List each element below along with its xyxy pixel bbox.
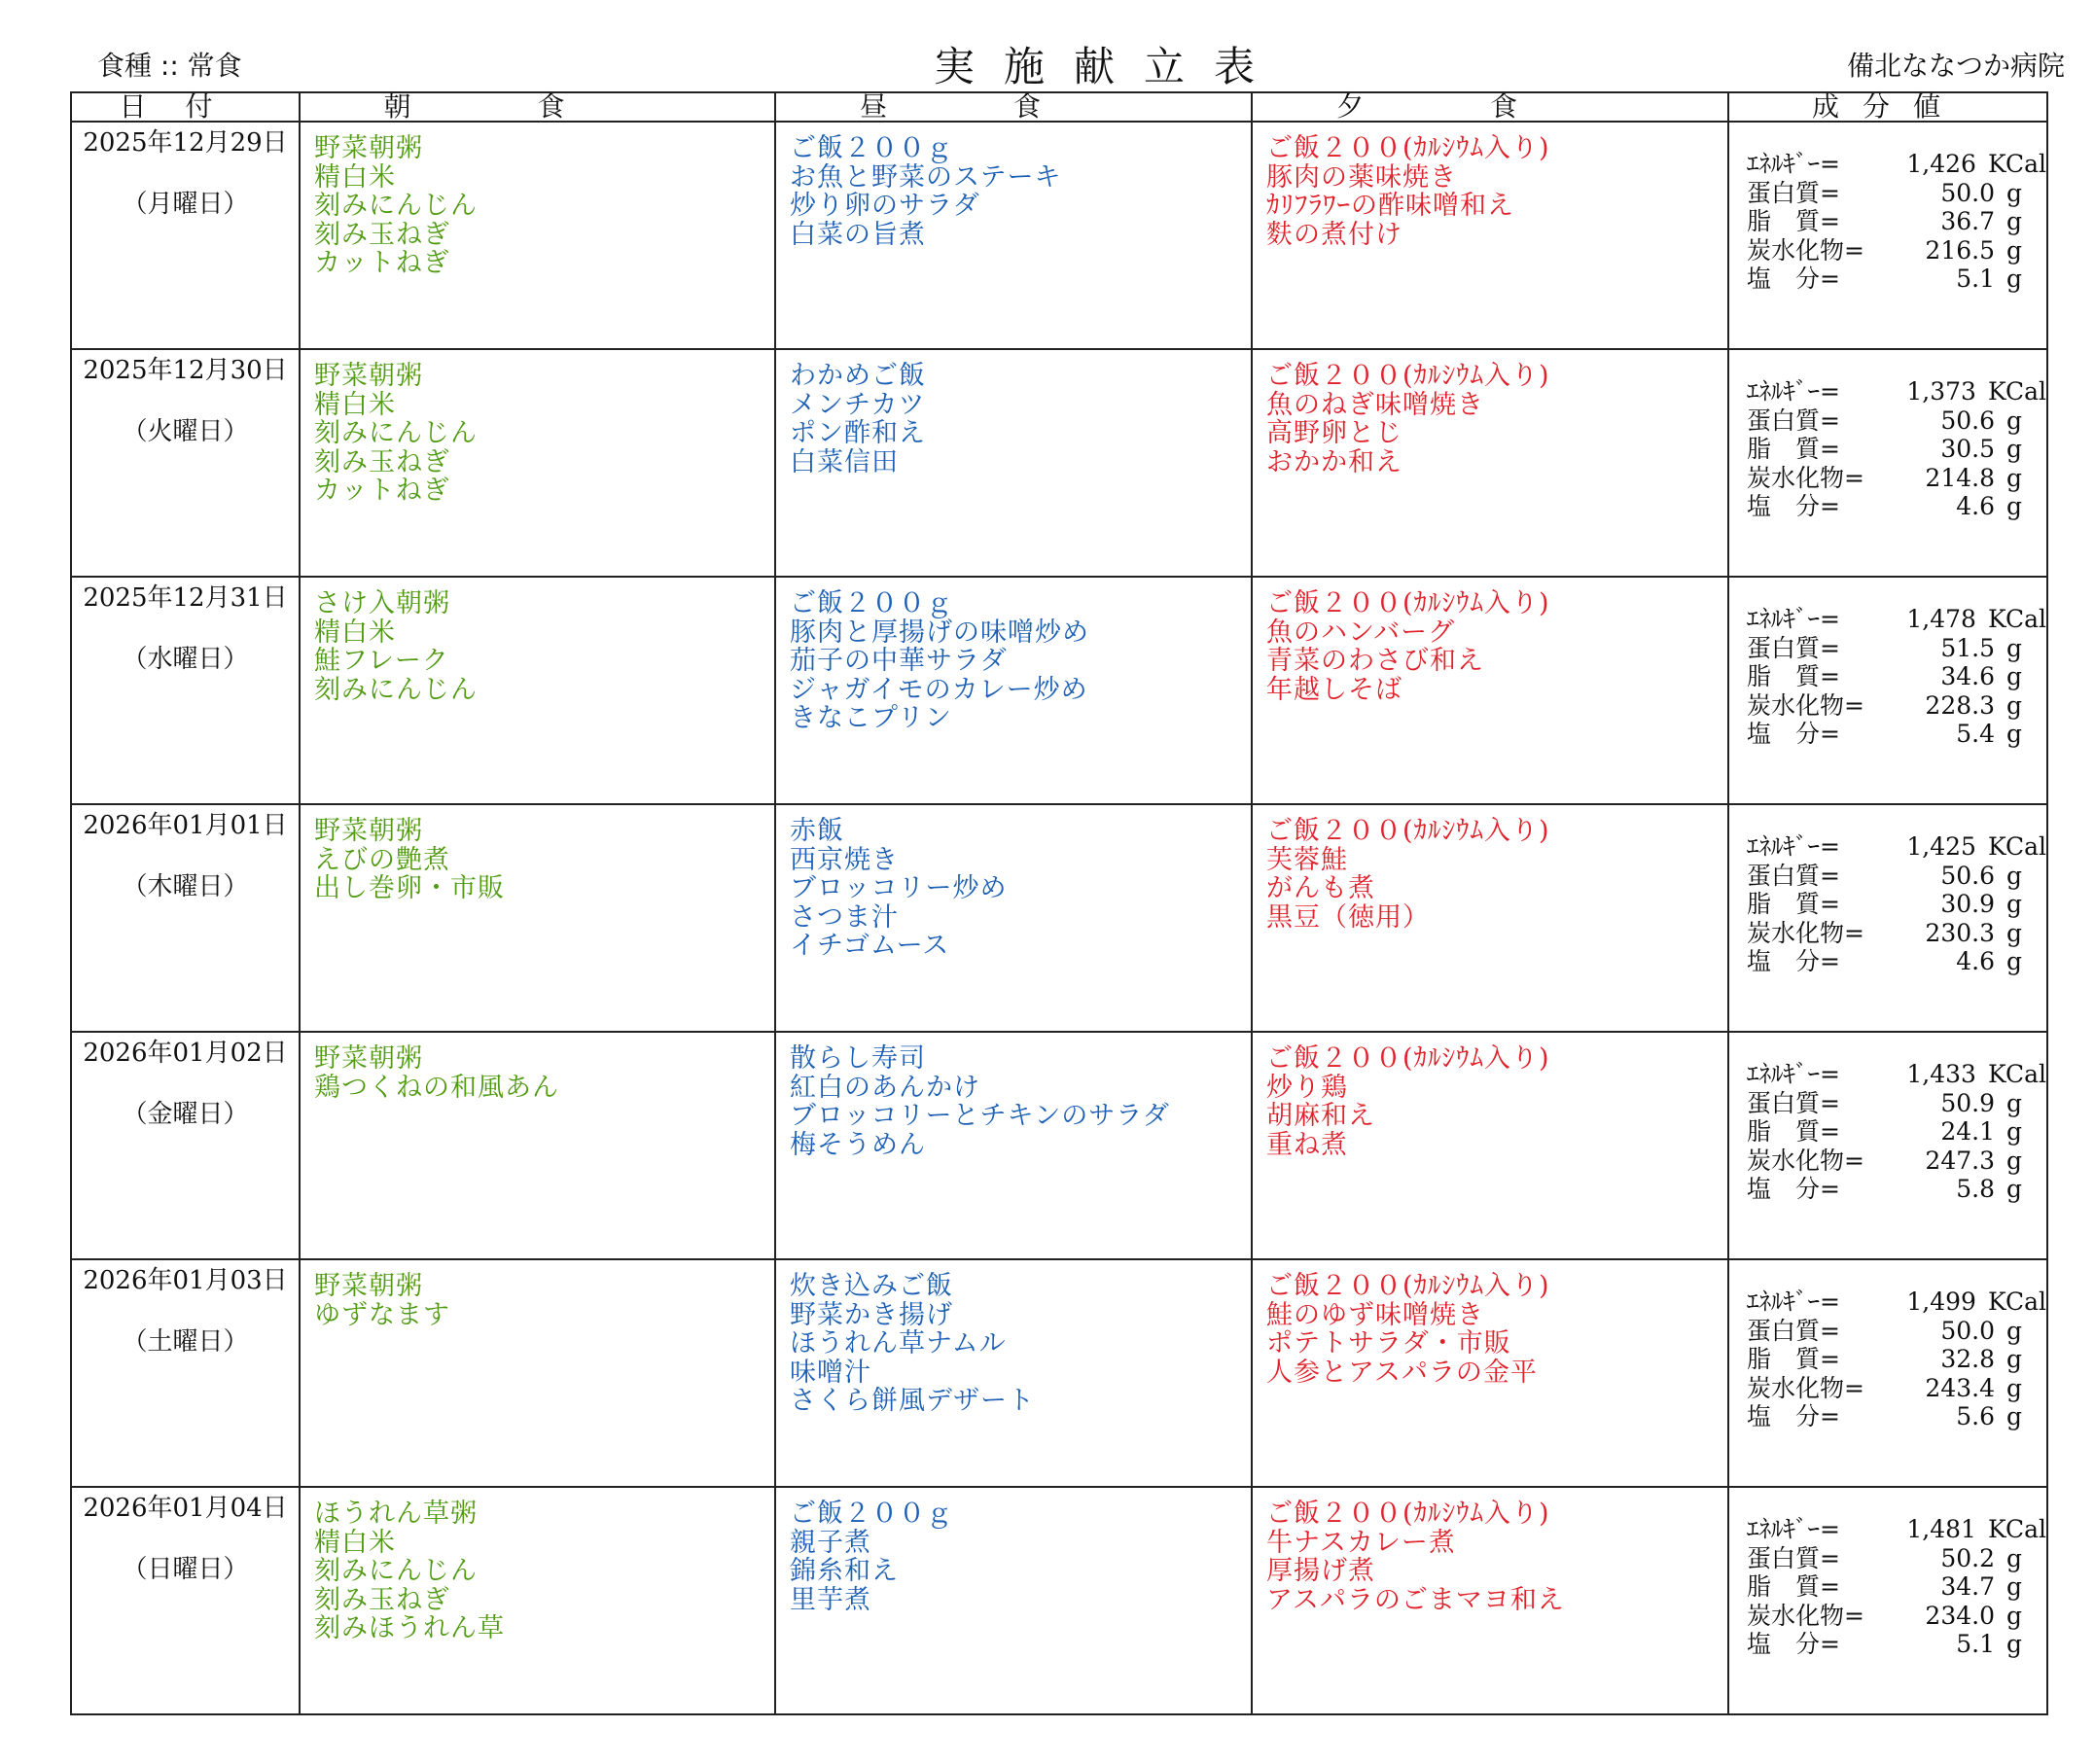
nutrition-value-salt: 5.6 — [1956, 1402, 1995, 1430]
nutrition-label-fat: 脂 質= — [1747, 662, 1840, 690]
nutrition-label-carbs: 炭水化物= — [1747, 1373, 1864, 1402]
dinner-item: 青菜のわさび和え — [1266, 646, 1484, 676]
nutrition-unit-protein: g — [2006, 633, 2023, 662]
nutrition-unit-salt: g — [2006, 1630, 2023, 1658]
nutrition-value-energy: 1,373 — [1906, 377, 1976, 406]
breakfast-cell — [300, 577, 775, 804]
lunch-item: イチゴムース — [790, 931, 950, 961]
breakfast-item: 精白米 — [314, 389, 396, 420]
lunch-item: 紅白のあんかけ — [790, 1072, 980, 1103]
nutrition-cell — [1728, 122, 2047, 349]
table-row — [71, 804, 2047, 1032]
nutrition-label-salt: 塩 分= — [1747, 1175, 1840, 1203]
breakfast-item: ほうれん草粥 — [314, 1499, 478, 1529]
column-header-dinner: 夕食 — [1252, 92, 1728, 122]
nutrition-label-salt: 塩 分= — [1747, 1402, 1840, 1430]
nutrition-value-carbs: 228.3 — [1925, 690, 1995, 720]
nutrition-unit-carbs: g — [2006, 690, 2023, 720]
lunch-item: わかめご飯 — [790, 361, 926, 391]
lunch-item: 豚肉と厚揚げの味噌炒め — [790, 617, 1089, 648]
nutrition-row-energy — [1747, 1060, 2046, 1089]
lunch-item: ポン酢和え — [790, 418, 926, 448]
nutrition-row-carbs — [1747, 236, 2046, 265]
nutrition-value-salt: 5.1 — [1956, 1630, 1995, 1658]
breakfast-item: 刻み玉ねぎ — [314, 1584, 450, 1615]
page-title: 実施献立表 — [934, 43, 1285, 90]
breakfast-cell — [300, 1259, 775, 1487]
nutrition-unit-energy: KCal — [1987, 832, 2046, 861]
nutrition-value-carbs: 230.3 — [1925, 918, 1995, 947]
nutrition-row-carbs — [1747, 1374, 2046, 1403]
breakfast-item: 野菜朝粥 — [314, 1271, 423, 1301]
nutrition-unit-protein: g — [2006, 1088, 2023, 1117]
lunch-item: 梅そうめん — [790, 1129, 926, 1160]
lunch-item: ジャガイモのカレー炒め — [790, 674, 1088, 705]
nutrition-unit-salt: g — [2006, 265, 2023, 293]
nutrition-label-salt: 塩 分= — [1747, 265, 1840, 293]
nutrition-row-carbs — [1747, 691, 2046, 721]
dinner-item: おかか和え — [1266, 446, 1402, 477]
lunch-item: ご飯２００ｇ — [790, 133, 953, 163]
date-text: 2026年01月03日 — [83, 1266, 288, 1295]
dinner-item: 胡麻和え — [1266, 1101, 1375, 1131]
dinner-item: ご飯２００(ｶﾙｼｳﾑ入り) — [1266, 361, 1550, 391]
nutrition-cell — [1728, 1032, 2047, 1259]
date-cell — [71, 1259, 300, 1487]
breakfast-cell — [300, 1487, 775, 1714]
nutrition-row-protein — [1747, 1544, 2046, 1573]
lunch-item: ブロッコリーとチキンのサラダ — [790, 1101, 1170, 1131]
table-row — [71, 1259, 2047, 1487]
nutrition-label-protein: 蛋白質= — [1747, 1543, 1840, 1572]
nutrition-unit-salt: g — [2006, 947, 2023, 975]
dinner-cell — [1252, 1487, 1728, 1714]
nutrition-value-fat: 32.8 — [1940, 1345, 1995, 1373]
dinner-item: 鮭のゆず味噌焼き — [1266, 1299, 1484, 1330]
lunch-item: さつま汁 — [790, 901, 899, 933]
nutrition-label-fat: 脂 質= — [1747, 435, 1840, 463]
nutrition-unit-fat: g — [2006, 435, 2023, 463]
nutrition-unit-energy: KCal — [1987, 150, 2046, 178]
nutrition-label-energy: ｴﾈﾙｷﾞｰ= — [1747, 1288, 1840, 1316]
menu-body — [71, 122, 2047, 1714]
nutrition-row-fat — [1747, 890, 2046, 919]
nutrition-value-energy: 1,433 — [1906, 1060, 1976, 1088]
lunch-item: 散らし寿司 — [790, 1043, 926, 1074]
nutrition-row-fat — [1747, 1345, 2046, 1374]
nutrition-label-salt: 塩 分= — [1747, 720, 1840, 748]
nutrition-value-protein: 50.2 — [1940, 1543, 1995, 1572]
lunch-item: ブロッコリー炒め — [790, 873, 1008, 903]
nutrition-value-protein: 50.9 — [1940, 1088, 1995, 1117]
breakfast-item: 野菜朝粥 — [314, 1043, 423, 1074]
lunch-item: 野菜かき揚げ — [790, 1299, 953, 1330]
dinner-item: ご飯２００(ｶﾙｼｳﾑ入り) — [1266, 1043, 1550, 1074]
nutrition-row-salt — [1747, 1175, 2046, 1204]
date-text: 2026年01月04日 — [83, 1494, 288, 1523]
weekday-text: （月曜日） — [122, 190, 249, 219]
dinner-item: 魚のねぎ味噌焼き — [1266, 389, 1484, 420]
breakfast-item: 精白米 — [314, 1527, 396, 1558]
breakfast-item: 刻みにんじん — [314, 191, 478, 221]
dinner-item: 芙蓉鮭 — [1266, 844, 1348, 875]
column-header-lunch: 昼食 — [775, 92, 1252, 122]
dinner-cell — [1252, 122, 1728, 349]
nutrition-value-salt: 5.8 — [1956, 1175, 1995, 1203]
date-text: 2026年01月01日 — [83, 811, 288, 840]
nutrition-label-carbs: 炭水化物= — [1747, 1146, 1864, 1175]
breakfast-item: 野菜朝粥 — [314, 361, 423, 391]
dinner-item: 年越しそば — [1266, 674, 1402, 705]
dinner-item: 黒豆（徳用） — [1266, 901, 1430, 933]
lunch-item: ご飯２００ｇ — [790, 1499, 953, 1529]
nutrition-value-carbs: 234.0 — [1925, 1601, 1995, 1630]
lunch-item: 炊き込みご飯 — [790, 1271, 953, 1301]
meal-type-label: 食種 :: 常食 — [97, 50, 242, 82]
lunch-item: 親子煮 — [790, 1527, 871, 1558]
lunch-cell — [775, 577, 1252, 804]
dinner-item: 重ね煮 — [1266, 1129, 1348, 1160]
date-text: 2025年12月29日 — [83, 128, 288, 158]
date-text: 2025年12月30日 — [83, 356, 288, 385]
nutrition-unit-protein: g — [2006, 1543, 2023, 1572]
dinner-item: 豚肉の薬味焼き — [1266, 161, 1457, 193]
dinner-item: ご飯２００(ｶﾙｼｳﾑ入り) — [1266, 1499, 1550, 1529]
lunch-item: 白菜の旨煮 — [790, 219, 926, 250]
weekday-text: （金曜日） — [122, 1100, 249, 1129]
table-row — [71, 1487, 2047, 1714]
nutrition-value-fat: 30.5 — [1940, 435, 1995, 463]
lunch-cell — [775, 1259, 1252, 1487]
breakfast-item: 野菜朝粥 — [314, 816, 423, 846]
nutrition-label-carbs: 炭水化物= — [1747, 1601, 1864, 1630]
dinner-cell — [1252, 1032, 1728, 1259]
nutrition-row-carbs — [1747, 1147, 2046, 1176]
nutrition-unit-carbs: g — [2006, 1373, 2023, 1402]
breakfast-cell — [300, 349, 775, 577]
lunch-item: ご飯２００ｇ — [790, 588, 953, 618]
nutrition-unit-protein: g — [2006, 861, 2023, 890]
nutrition-unit-protein: g — [2006, 406, 2023, 435]
nutrition-value-salt: 4.6 — [1956, 492, 1995, 520]
nutrition-value-carbs: 216.5 — [1925, 235, 1995, 265]
nutrition-value-salt: 4.6 — [1956, 947, 1995, 975]
dinner-cell — [1252, 577, 1728, 804]
header-row — [71, 92, 2047, 122]
lunch-item: ほうれん草ナムル — [790, 1328, 1007, 1358]
weekday-text: （土曜日） — [122, 1327, 249, 1357]
lunch-cell — [775, 1032, 1252, 1259]
nutrition-label-carbs: 炭水化物= — [1747, 235, 1864, 265]
nutrition-unit-fat: g — [2006, 1117, 2023, 1146]
nutrition-row-protein — [1747, 634, 2046, 663]
nutrition-label-energy: ｴﾈﾙｷﾞｰ= — [1747, 150, 1840, 178]
dinner-cell — [1252, 349, 1728, 577]
nutrition-label-carbs: 炭水化物= — [1747, 690, 1864, 720]
nutrition-unit-fat: g — [2006, 207, 2023, 235]
lunch-cell — [775, 1487, 1252, 1714]
nutrition-unit-salt: g — [2006, 1175, 2023, 1203]
column-header-date: 日付 — [71, 92, 300, 122]
weekday-text: （日曜日） — [122, 1555, 249, 1584]
nutrition-unit-energy: KCal — [1987, 1060, 2046, 1088]
lunch-item: 赤飯 — [790, 816, 844, 846]
nutrition-row-energy — [1747, 1288, 2046, 1317]
breakfast-item: 出し巻卵・市販 — [314, 873, 505, 903]
nutrition-label-energy: ｴﾈﾙｷﾞｰ= — [1747, 1060, 1840, 1088]
dinner-item: ご飯２００(ｶﾙｼｳﾑ入り) — [1266, 816, 1550, 846]
nutrition-value-protein: 50.6 — [1940, 861, 1995, 890]
dinner-item: 高野卵とじ — [1266, 418, 1402, 448]
nutrition-unit-carbs: g — [2006, 235, 2023, 265]
nutrition-row-fat — [1747, 662, 2046, 691]
nutrition-unit-fat: g — [2006, 1572, 2023, 1601]
date-text: 2025年12月31日 — [83, 583, 288, 613]
breakfast-cell — [300, 122, 775, 349]
nutrition-row-fat — [1747, 1572, 2046, 1602]
nutrition-row-carbs — [1747, 1602, 2046, 1631]
nutrition-cell — [1728, 804, 2047, 1032]
nutrition-label-protein: 蛋白質= — [1747, 406, 1840, 435]
nutrition-unit-carbs: g — [2006, 918, 2023, 947]
nutrition-value-energy: 1,481 — [1906, 1515, 1976, 1543]
breakfast-item: 刻みにんじん — [314, 1556, 478, 1586]
nutrition-unit-protein: g — [2006, 178, 2023, 207]
date-cell — [71, 804, 300, 1032]
breakfast-cell — [300, 1032, 775, 1259]
breakfast-item: 刻み玉ねぎ — [314, 219, 450, 250]
nutrition-value-protein: 51.5 — [1940, 633, 1995, 662]
lunch-item: 茄子の中華サラダ — [790, 646, 1008, 676]
lunch-cell — [775, 804, 1252, 1032]
dinner-item: 麩の煮付け — [1266, 219, 1402, 250]
nutrition-unit-energy: KCal — [1987, 605, 2046, 633]
table-row — [71, 122, 2047, 349]
nutrition-row-protein — [1747, 862, 2046, 891]
weekday-text: （木曜日） — [122, 872, 249, 901]
nutrition-value-carbs: 247.3 — [1925, 1146, 1995, 1175]
nutrition-unit-energy: KCal — [1987, 1515, 2046, 1543]
nutrition-row-salt — [1747, 720, 2046, 749]
breakfast-item: ゆずなます — [314, 1299, 450, 1330]
nutrition-cell — [1728, 1259, 2047, 1487]
breakfast-item: 鮭フレーク — [314, 646, 449, 676]
nutrition-value-carbs: 243.4 — [1925, 1373, 1995, 1402]
nutrition-value-protein: 50.0 — [1940, 178, 1995, 207]
dinner-item: 人参とアスパラの金平 — [1266, 1357, 1538, 1388]
dinner-item: ご飯２００(ｶﾙｼｳﾑ入り) — [1266, 1271, 1550, 1301]
nutrition-row-fat — [1747, 435, 2046, 464]
dinner-item: アスパラのごまマヨ和え — [1266, 1584, 1565, 1615]
nutrition-value-fat: 34.7 — [1940, 1572, 1995, 1601]
table-row — [71, 349, 2047, 577]
nutrition-value-energy: 1,478 — [1906, 605, 1976, 633]
table-row — [71, 577, 2047, 804]
nutrition-row-fat — [1747, 1117, 2046, 1147]
lunch-item: 炒り卵のサラダ — [790, 191, 980, 221]
nutrition-value-energy: 1,425 — [1906, 832, 1976, 861]
breakfast-item: カットねぎ — [314, 476, 450, 506]
lunch-item: 白菜信田 — [790, 446, 899, 477]
nutrition-cell — [1728, 349, 2047, 577]
lunch-item: メンチカツ — [790, 389, 926, 420]
nutrition-row-carbs — [1747, 464, 2046, 493]
nutrition-row-salt — [1747, 947, 2046, 976]
nutrition-value-protein: 50.0 — [1940, 1316, 1995, 1345]
breakfast-item: カットねぎ — [314, 248, 450, 278]
date-cell — [71, 577, 300, 804]
nutrition-row-salt — [1747, 492, 2046, 521]
nutrition-value-fat: 30.9 — [1940, 890, 1995, 918]
nutrition-row-protein — [1747, 1089, 2046, 1118]
dinner-item: 厚揚げ煮 — [1266, 1556, 1375, 1586]
breakfast-item: 刻みほうれん草 — [314, 1613, 505, 1643]
nutrition-unit-carbs: g — [2006, 1601, 2023, 1630]
date-cell — [71, 1487, 300, 1714]
nutrition-row-fat — [1747, 207, 2046, 236]
nutrition-row-protein — [1747, 179, 2046, 208]
nutrition-row-protein — [1747, 406, 2046, 436]
nutrition-label-fat: 脂 質= — [1747, 1117, 1840, 1146]
nutrition-unit-carbs: g — [2006, 1146, 2023, 1175]
nutrition-label-energy: ｴﾈﾙｷﾞｰ= — [1747, 1515, 1840, 1543]
dinner-item: ｶﾘﾌﾗﾜｰの酢味噌和え — [1266, 191, 1514, 221]
column-header-breakfast: 朝食 — [300, 92, 775, 122]
nutrition-label-energy: ｴﾈﾙｷﾞｰ= — [1747, 605, 1840, 633]
dinner-item: ポテトサラダ・市販 — [1266, 1328, 1511, 1358]
dinner-item: 牛ナスカレー煮 — [1266, 1527, 1456, 1558]
nutrition-unit-fat: g — [2006, 662, 2023, 690]
lunch-item: きなこプリン — [790, 703, 952, 733]
nutrition-unit-carbs: g — [2006, 463, 2023, 492]
nutrition-label-carbs: 炭水化物= — [1747, 463, 1864, 492]
column-header-nutrition: 成分値 — [1728, 92, 2047, 122]
nutrition-row-energy — [1747, 832, 2046, 862]
breakfast-item: 精白米 — [314, 161, 396, 193]
nutrition-value-carbs: 214.8 — [1925, 463, 1995, 492]
dinner-item: ご飯２００(ｶﾙｼｳﾑ入り) — [1266, 133, 1550, 163]
nutrition-row-energy — [1747, 150, 2046, 179]
nutrition-row-energy — [1747, 377, 2046, 406]
nutrition-label-salt: 塩 分= — [1747, 1630, 1840, 1658]
dinner-cell — [1252, 1259, 1728, 1487]
nutrition-label-salt: 塩 分= — [1747, 947, 1840, 975]
nutrition-unit-energy: KCal — [1987, 1288, 2046, 1316]
date-cell — [71, 122, 300, 349]
nutrition-row-protein — [1747, 1317, 2046, 1346]
lunch-item: 味噌汁 — [790, 1357, 871, 1388]
nutrition-row-salt — [1747, 265, 2046, 294]
nutrition-label-fat: 脂 質= — [1747, 1345, 1840, 1373]
nutrition-label-salt: 塩 分= — [1747, 492, 1840, 520]
lunch-item: 西京焼き — [790, 844, 899, 875]
nutrition-label-protein: 蛋白質= — [1747, 1316, 1840, 1345]
breakfast-item: 野菜朝粥 — [314, 133, 423, 163]
breakfast-item: 精白米 — [314, 617, 396, 648]
nutrition-value-fat: 36.7 — [1940, 207, 1995, 235]
date-cell — [71, 1032, 300, 1259]
nutrition-label-protein: 蛋白質= — [1747, 633, 1840, 662]
date-cell — [71, 349, 300, 577]
nutrition-row-salt — [1747, 1402, 2046, 1431]
lunch-item: お魚と野菜のステーキ — [790, 161, 1062, 193]
nutrition-label-protein: 蛋白質= — [1747, 178, 1840, 207]
nutrition-label-protein: 蛋白質= — [1747, 861, 1840, 890]
nutrition-row-salt — [1747, 1630, 2046, 1659]
breakfast-item: えびの艶煮 — [314, 844, 450, 875]
breakfast-item: 鶏つくねの和風あん — [314, 1072, 559, 1103]
date-text: 2026年01月02日 — [83, 1039, 288, 1068]
nutrition-label-fat: 脂 質= — [1747, 207, 1840, 235]
nutrition-label-energy: ｴﾈﾙｷﾞｰ= — [1747, 377, 1840, 406]
breakfast-item: さけ入朝粥 — [314, 588, 450, 618]
nutrition-unit-salt: g — [2006, 492, 2023, 520]
lunch-item: さくら餅風デザート — [790, 1386, 1035, 1416]
dinner-item: 炒り鶏 — [1266, 1072, 1348, 1103]
nutrition-value-protein: 50.6 — [1940, 406, 1995, 435]
nutrition-label-carbs: 炭水化物= — [1747, 918, 1864, 947]
weekday-text: （水曜日） — [122, 645, 249, 674]
nutrition-unit-salt: g — [2006, 1402, 2023, 1430]
weekday-text: （火曜日） — [122, 417, 249, 446]
nutrition-value-salt: 5.4 — [1956, 720, 1995, 748]
menu-table — [70, 91, 2048, 1715]
nutrition-unit-energy: KCal — [1987, 377, 2046, 406]
breakfast-item: 刻み玉ねぎ — [314, 446, 450, 477]
dinner-item: 魚のハンバーグ — [1266, 617, 1456, 648]
nutrition-row-carbs — [1747, 919, 2046, 948]
nutrition-cell — [1728, 577, 2047, 804]
dinner-cell — [1252, 804, 1728, 1032]
nutrition-label-energy: ｴﾈﾙｷﾞｰ= — [1747, 832, 1840, 861]
nutrition-value-fat: 34.6 — [1940, 662, 1995, 690]
hospital-name: 備北ななつか病院 — [1846, 50, 2065, 82]
dinner-item: ご飯２００(ｶﾙｼｳﾑ入り) — [1266, 588, 1550, 618]
nutrition-label-protein: 蛋白質= — [1747, 1088, 1840, 1117]
nutrition-value-energy: 1,426 — [1906, 150, 1976, 178]
nutrition-value-energy: 1,499 — [1906, 1288, 1976, 1316]
nutrition-unit-fat: g — [2006, 890, 2023, 918]
breakfast-item: 刻みにんじん — [314, 674, 478, 705]
nutrition-unit-salt: g — [2006, 720, 2023, 748]
nutrition-cell — [1728, 1487, 2047, 1714]
nutrition-row-energy — [1747, 1515, 2046, 1544]
table-row — [71, 1032, 2047, 1259]
dinner-item: がんも煮 — [1266, 873, 1375, 903]
nutrition-value-salt: 5.1 — [1956, 265, 1995, 293]
nutrition-label-fat: 脂 質= — [1747, 890, 1840, 918]
nutrition-unit-fat: g — [2006, 1345, 2023, 1373]
nutrition-label-fat: 脂 質= — [1747, 1572, 1840, 1601]
lunch-cell — [775, 122, 1252, 349]
lunch-item: 錦糸和え — [790, 1556, 899, 1586]
lunch-cell — [775, 349, 1252, 577]
nutrition-unit-protein: g — [2006, 1316, 2023, 1345]
nutrition-value-fat: 24.1 — [1940, 1117, 1995, 1146]
breakfast-cell — [300, 804, 775, 1032]
lunch-item: 里芋煮 — [790, 1584, 871, 1615]
nutrition-row-energy — [1747, 605, 2046, 634]
breakfast-item: 刻みにんじん — [314, 418, 478, 448]
